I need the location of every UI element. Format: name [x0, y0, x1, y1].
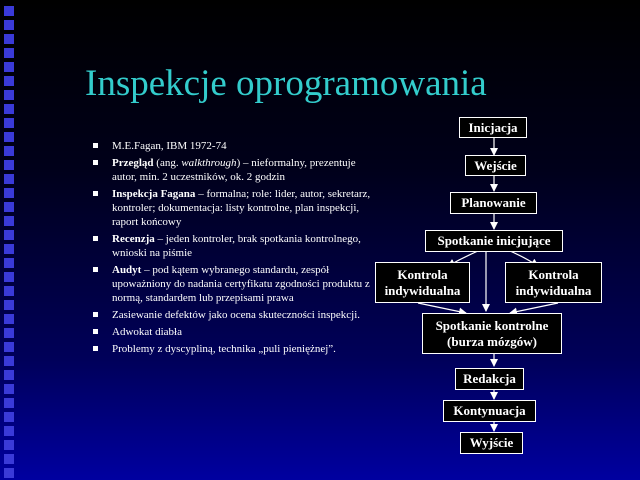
bullet-term: Inspekcja Fagana [112, 188, 196, 200]
step-kontynuacja: Kontynuacja [443, 400, 536, 422]
step-planowanie: Planowanie [450, 192, 537, 214]
bullet-term: Recenzja [112, 233, 155, 245]
bullet-text: Problemy z dyscypliną, technika „puli pieniężnej”. [112, 343, 336, 355]
step-spotkanie-kontrolne: Spotkanie kontrolne (burza mózgów) [422, 313, 562, 354]
step-inicjacja: Inicjacja [459, 117, 527, 138]
bullet-text: – formalna; role: lider, autor, sekretarz, kontroler; dokumentacja: listy kontrolne, plan inspekcji, raport końcowy [112, 188, 371, 228]
bullet-term: Audyt [112, 264, 142, 276]
bullet-italic: walkthrough [181, 157, 237, 169]
bullet-text: Zasiewanie defektów jako ocena skuteczności inspekcji. [112, 309, 361, 321]
step-kontrola-indywidualna-1: Kontrola indywidualna [375, 262, 470, 303]
step-spotkanie-inicjujace: Spotkanie inicjujące [425, 230, 563, 252]
bullet-pre: (ang. [153, 157, 182, 169]
step-wyjscie: Wyjście [460, 432, 523, 454]
step-kontrola-indywidualna-2: Kontrola indywidualna [505, 262, 602, 303]
bullet-term: Przegląd [112, 157, 154, 169]
bullet-text: ) – nieformalny, prezentuje autor, min. 2 uczestników, ok. 2 godzin [112, 157, 356, 183]
arrow [510, 303, 558, 313]
bullet-text: – jeden kontroler, brak spotkania kontrolnego, wnioski na piśmie [112, 233, 361, 259]
bullet-text: – pod kątem wybranego standardu, zespół upoważniony do nadania certyfikatu zgodności produktu z normą, standardem lub przepisami prawa [112, 264, 370, 304]
arrow [418, 303, 466, 313]
slide-title: Inspekcje oprogramowania [85, 63, 487, 104]
step-wejscie: Wejście [465, 155, 526, 176]
bullet-text: M.E.Fagan, IBM 1972-74 [112, 140, 227, 152]
bullet-text: Adwokat diabła [112, 326, 182, 338]
step-redakcja: Redakcja [455, 368, 524, 390]
